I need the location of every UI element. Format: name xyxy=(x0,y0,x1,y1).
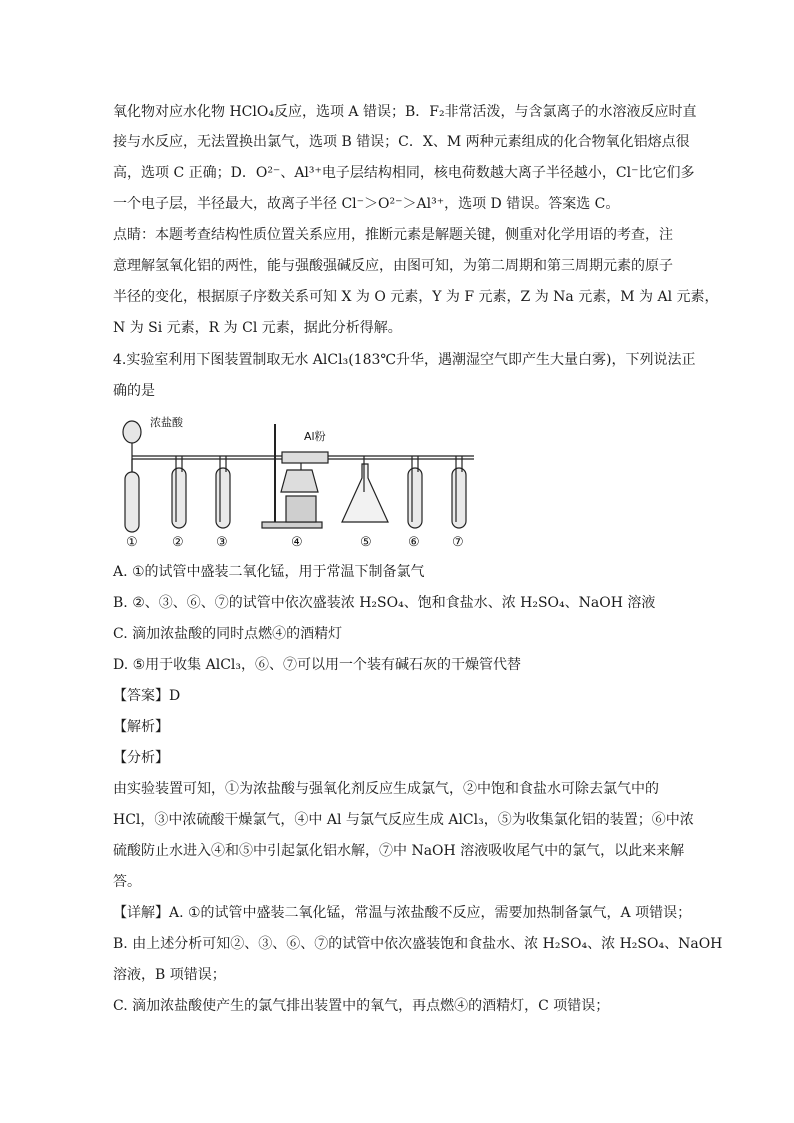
question-line: 4.实验室利用下图装置制取无水 AlCl₃(183℃升华，遇潮湿空气即产生大量白雾)，下列说法正 xyxy=(113,352,696,368)
question-line: 确的是 xyxy=(113,383,155,399)
separatory-funnel xyxy=(123,421,141,443)
apparatus-number: ⑤ xyxy=(360,535,372,550)
apparatus-number: ④ xyxy=(291,535,303,550)
paragraph1-line: 一个电子层，半径最大，故离子半径 Cl⁻＞O²⁻＞Al³⁺，选项 D 错误。答案选 C。 xyxy=(113,196,620,212)
analysis-line: 答。 xyxy=(113,874,141,890)
conical-flask-5 xyxy=(342,464,388,522)
test-tube-2 xyxy=(172,468,186,528)
comment-line: 半径的变化，根据原子序数关系可知 X 为 O 元素，Y 为 F 元素，Z 为 Na 元素，M 为 Al 元素， xyxy=(113,289,719,305)
option-d: D. ⑤用于收集 AlCl₃，⑥、⑦可以用一个装有碱石灰的干燥管代替 xyxy=(113,657,522,673)
comment-line: N 为 Si 元素，R 为 Cl 元素，据此分析得解。 xyxy=(113,320,402,336)
test-tube-6 xyxy=(408,468,422,528)
jiexi-heading: 【解析】 xyxy=(113,719,169,735)
test-tube-7 xyxy=(452,468,466,528)
fenxi-heading: 【分析】 xyxy=(113,750,169,766)
analysis-line: 由实验装置可知，①为浓盐酸与强氧化剂反应生成氯气，②中饱和食盐水可除去氯气中的 xyxy=(113,781,659,797)
apparatus-number: ⑦ xyxy=(452,535,464,550)
paragraph1-line: 高，选项 C 正确；D．O²⁻、Al³⁺电子层结构相同，核电荷数越大离子半径越小，Cl⁻比它们多 xyxy=(113,165,695,181)
answer-line: 【答案】D xyxy=(113,688,181,704)
apparatus-number: ① xyxy=(126,535,138,550)
comment-line: 点睛：本题考查结构性质位置关系应用，推断元素是解题关键，侧重对化学用语的考查，注 xyxy=(113,227,673,243)
apparatus-number: ⑥ xyxy=(408,535,420,550)
apparatus-figure xyxy=(112,412,482,552)
alcohol-lamp-top xyxy=(281,470,318,492)
apparatus-drawing xyxy=(112,412,482,552)
label-acid: 浓盐酸 xyxy=(150,416,183,429)
comment-line: 意理解氢氧化铝的两性，能与强酸强碱反应，由图可知，为第二周期和第三周期元素的原子 xyxy=(113,258,673,274)
detail-line: 溶液，B 项错误； xyxy=(113,967,226,983)
detail-line: C. 滴加浓盐酸使产生的氯气排出装置中的氧气，再点燃④的酒精灯，C 项错误； xyxy=(113,998,610,1014)
label-al: Al粉 xyxy=(304,430,326,443)
apparatus-number: ③ xyxy=(216,535,228,550)
option-c: C. 滴加浓盐酸的同时点燃④的酒精灯 xyxy=(113,626,343,642)
test-tube-1 xyxy=(125,472,139,532)
detail-line: B. 由上述分析可知②、③、⑥、⑦的试管中依次盛装饱和食盐水、浓 H₂SO₄、浓 H₂SO₄、NaOH xyxy=(113,936,723,952)
reaction-tube xyxy=(282,452,328,463)
apparatus-number: ② xyxy=(172,535,184,550)
analysis-line: 硫酸防止水进入④和⑤中引起氯化铝水解，⑦中 NaOH 溶液吸收尾气中的氯气，以此来来解 xyxy=(113,843,685,859)
option-a: A. ①的试管中盛装二氧化锰，用于常温下制备氯气 xyxy=(113,564,425,580)
paragraph1-line: 接与水反应，无法置换出氯气，选项 B 错误；C．X、M 两种元素组成的化合物氧化铝熔点很 xyxy=(113,134,690,150)
paragraph1-line: 氧化物对应水化物 HClO₄反应，选项 A 错误；B．F₂非常活泼，与含氯离子的水溶液反应时直 xyxy=(113,104,697,120)
option-b: B. ②、③、⑥、⑦的试管中依次盛装浓 H₂SO₄、饱和食盐水、浓 H₂SO₄、NaOH 溶液 xyxy=(113,595,656,611)
detail-line: 【详解】A. ①的试管中盛装二氧化锰，常温与浓盐酸不反应，需要加热制备氯气，A 项错误； xyxy=(113,905,692,921)
alcohol-lamp xyxy=(286,496,316,522)
analysis-line: HCl，③中浓硫酸干燥氯气，④中 Al 与氯气反应生成 AlCl₃，⑤为收集氯化铝的装置；⑥中浓 xyxy=(113,812,694,828)
test-tube-3 xyxy=(216,468,230,528)
